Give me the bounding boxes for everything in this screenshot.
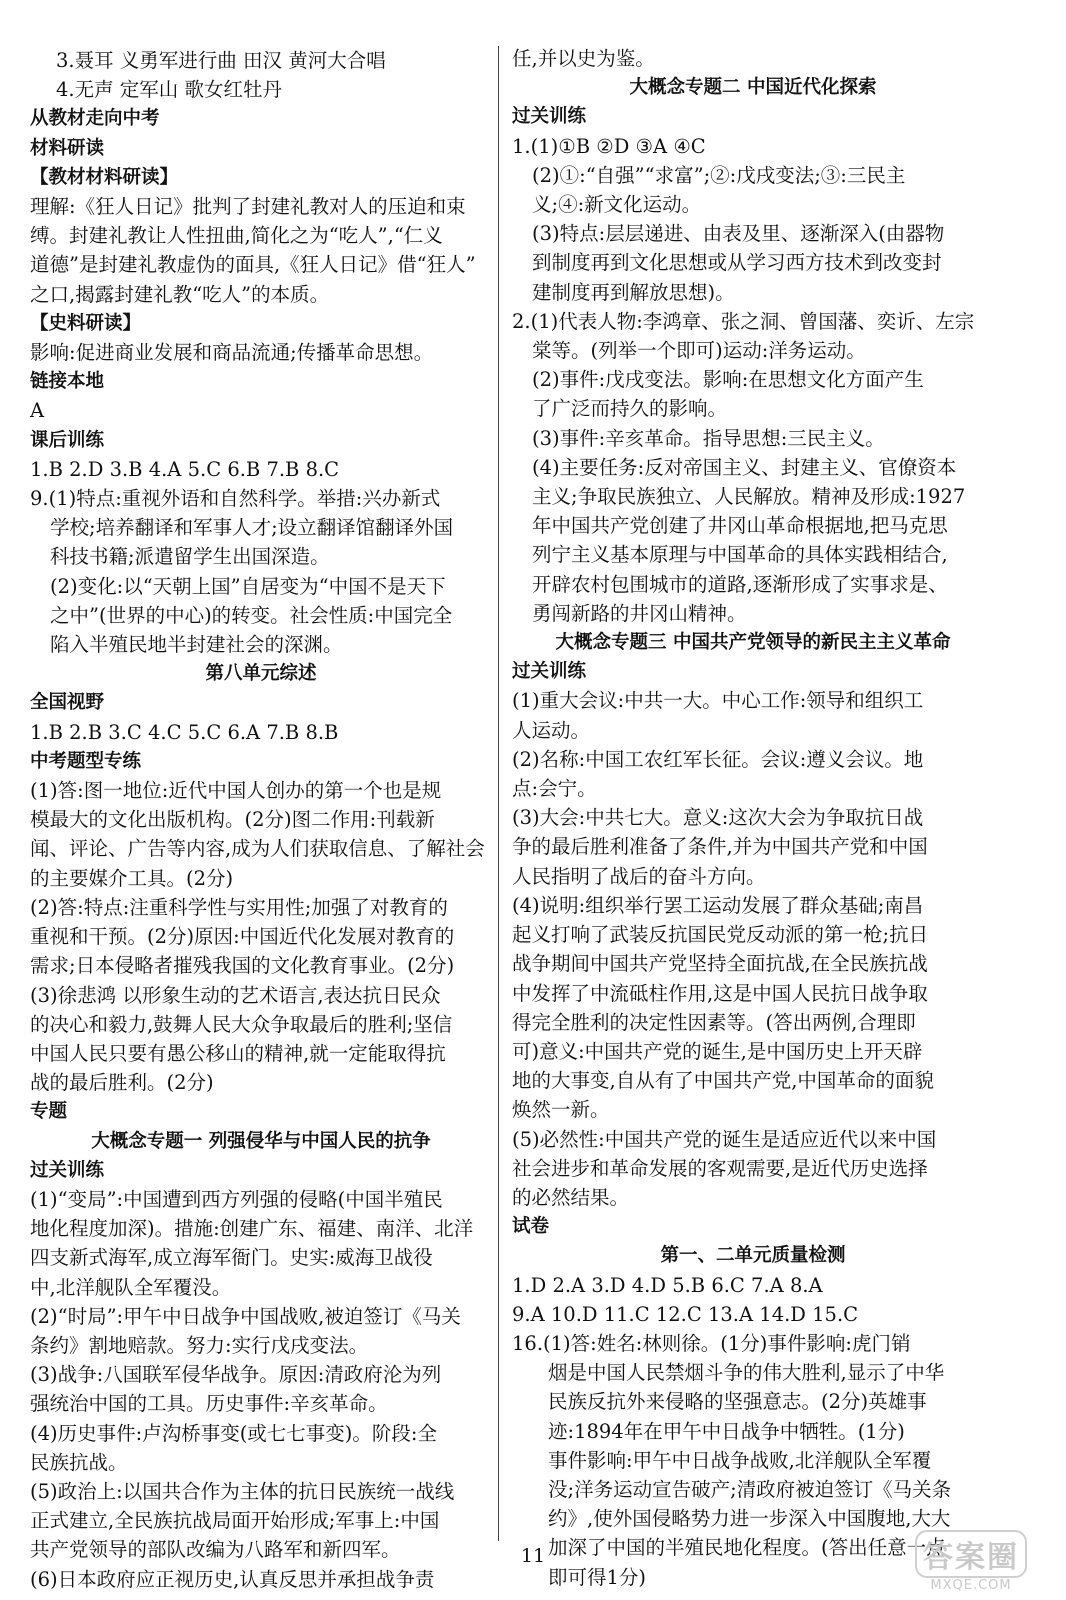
- left-text-line: 第八单元综述: [205, 663, 317, 685]
- right-text-line: 迹:1894年在甲午中日战争中牺牲。(1分): [548, 1419, 905, 1443]
- right-text-line: 地的大事变,自从有了中国共产党,中国革命的面貌: [512, 1069, 934, 1093]
- left-text-line: 全国视野: [30, 692, 105, 714]
- page-number: 11: [520, 1545, 546, 1567]
- right-text-line: 加深了中国的半殖民地化程度。(答出任意一点: [548, 1536, 946, 1560]
- left-text-line: 4.无声 定军山 歌女红牡丹: [56, 78, 283, 102]
- right-text-line: (2)名称:中国工农红军长征。会议:遵义会议。地: [512, 747, 924, 771]
- right-text-line: 过关训练: [512, 106, 587, 128]
- left-text-line: 的决心和毅力,鼓舞人民大众争取最后的胜利;坚信: [30, 1012, 453, 1036]
- watermark-url: MXQE.COM: [930, 1578, 1012, 1593]
- right-text-line: (3)事件:辛亥革命。指导思想:三民主义。: [532, 426, 885, 450]
- left-text-line: 理解:《狂人日记》批判了封建礼教对人的压迫和束: [30, 195, 466, 219]
- left-text-line: 地化程度加深)。措施:创建广东、福建、南洋、北洋: [30, 1217, 474, 1241]
- right-text-line: 约》,使外国侵略势力进一步深入中国腹地,大大: [548, 1507, 951, 1531]
- left-text-line: 链接本地: [30, 371, 105, 393]
- right-text-line: 大概念专题三 中国共产党领导的新民主主义革命: [555, 632, 951, 654]
- right-text-line: 即可得1分): [548, 1565, 647, 1589]
- left-text-line: (2)变化:以“天朝上国”自居变为“中国不是天下: [50, 574, 446, 598]
- right-text-line: 第一、二单元质量检测: [660, 1245, 846, 1267]
- right-text-line: (3)大会:中共七大。意义:这次大会为争取抗日战: [512, 806, 924, 830]
- left-text-line: 需求;日本侵略者摧残我国的文化教育事业。(2分): [30, 954, 455, 978]
- right-text-line: 到制度再到文化思想或从学习西方技术到改变封: [532, 251, 942, 275]
- left-text-line: 专题: [30, 1101, 68, 1123]
- left-text-line: (1)“变局”:中国遭到西方列强的侵略(中国半殖民: [30, 1187, 443, 1211]
- left-text-line: 模最大的文化出版机构。(2分)图二作用:刊载新: [30, 808, 435, 832]
- left-text-line: 重视和干预。(2分)原因:中国近代化发展对教育的: [30, 925, 455, 949]
- left-text-line: (2)“时局”:甲午中日战争中国战败,被迫签订《马关: [30, 1304, 461, 1328]
- right-text-line: 年中国共产党创建了井冈山革命根据地,把马克思: [532, 514, 948, 538]
- right-text-line: 主义;争取民族独立、人民解放。精神及形成:1927: [532, 485, 966, 509]
- left-text-line: 四支新式海军,成立海军衙门。史实:威海卫战役: [30, 1246, 433, 1270]
- watermark-text: 答案圈: [915, 1530, 1027, 1578]
- left-text-line: 【史料研读】: [30, 312, 142, 334]
- left-text-line: (1)答:图一地位:近代中国人创办的第一个也是规: [30, 779, 442, 803]
- left-text-line: (5)政治上:以国共合作为主体的抗日民族统一战线: [30, 1479, 455, 1503]
- right-text-line: 9.A 10.D 11.C 12.C 13.A 14.D 15.C: [512, 1302, 859, 1326]
- right-text-line: 大概念专题二 中国近代化探索: [629, 77, 877, 99]
- right-text-line: 事件影响:甲午中日战争战败,北洋舰队全军覆: [548, 1448, 932, 1472]
- right-text-line: 点:会宁。: [512, 777, 597, 801]
- left-text-line: 1.B 2.D 3.B 4.A 5.C 6.B 7.B 8.C: [30, 457, 340, 481]
- left-text-line: 的主要媒介工具。(2分): [30, 866, 234, 890]
- left-text-line: 强统治中国的工具。历史事件:辛亥革命。: [30, 1392, 388, 1416]
- right-text-line: 16.(1)答:姓名:林则徐。(1分)事件影响:虎门销: [512, 1331, 911, 1355]
- left-text-line: 【教材材料研读】: [30, 166, 179, 188]
- right-text-line: 棠等。(列举一个即可)运动:洋务运动。: [532, 339, 866, 363]
- right-text-line: 烟是中国人民禁烟斗争的伟大胜利,显示了中华: [548, 1361, 945, 1385]
- left-text-line: 1.B 2.B 3.C 4.C 5.C 6.A 7.B 8.B: [30, 720, 339, 744]
- right-text-line: 试卷: [512, 1216, 550, 1238]
- left-text-line: 闻、评论、广告等内容,成为人们获取信息、了解社会: [30, 837, 485, 861]
- right-text-line: (1)重大会议:中共一大。中心工作:领导和组织工: [512, 689, 924, 713]
- left-text-line: 陷入半殖民地半封建社会的深渊。: [50, 633, 343, 657]
- right-text-line: 社会进步和革命发展的客观需要,是近代历史选择: [512, 1156, 928, 1180]
- right-column: [512, 44, 994, 1592]
- right-text-line: 民族反抗外来侵略的坚强意志。(2分)英雄事: [548, 1390, 927, 1414]
- left-text-line: 民族抗战。: [30, 1450, 128, 1474]
- right-text-line: 的必然结果。: [512, 1185, 630, 1209]
- right-text-line: 1.D 2.A 3.D 4.D 5.B 6.C 7.A 8.A: [512, 1273, 823, 1297]
- right-text-line: 战争期间中国共产党坚持全面抗战,在全民族抗战: [512, 952, 928, 976]
- right-text-line: 人民指明了战后的奋斗方向。: [512, 864, 766, 888]
- left-text-line: A: [30, 399, 45, 423]
- left-text-line: (2)答:特点:注重科学性与实用性;加强了对教育的: [30, 895, 448, 919]
- left-text-line: 9.(1)特点:重视外语和自然科学。举措:兴办新式: [30, 487, 441, 511]
- right-text-line: 没;洋务运动宣告破产;清政府被迫签订《马关条: [548, 1477, 952, 1501]
- left-text-line: 道德”是封建礼教虚伪的面具,《狂人日记》借“狂人”: [30, 253, 476, 277]
- left-text-line: 中国人民只要有愚公移山的精神,就一定能取得抗: [30, 1041, 446, 1065]
- left-text-line: 科技书籍;派遣留学生出国深造。: [50, 545, 330, 569]
- left-text-line: 中,北洋舰队全军覆没。: [30, 1275, 232, 1299]
- left-text-line: 从教材走向中考: [30, 108, 160, 130]
- right-text-line: (2)事件:戊戌变法。影响:在思想文化方面产生: [532, 368, 924, 392]
- left-text-line: 正式建立,全民族抗战局面开始形成;军事上:中国: [30, 1509, 440, 1533]
- right-text-line: (2)①:“自强”“求富”;②:戊戌变法;③:三民主: [532, 163, 906, 187]
- left-text-line: 大概念专题一 列强侵华与中国人民的抗争: [91, 1130, 431, 1152]
- column-divider: [498, 46, 499, 1541]
- left-text-line: 之中”(世界的中心)的转变。社会性质:中国完全: [50, 603, 453, 627]
- right-text-line: 争的最后胜利准备了条件,并为中国共产党和中国: [512, 835, 928, 859]
- left-text-line: 影响:促进商业发展和商品流通;传播革命思想。: [30, 341, 434, 365]
- left-text-line: 条约》割地赔款。努力:实行戊戌变法。: [30, 1333, 369, 1357]
- left-text-line: (6)日本政府应正视历史,认真反思并承担战争责: [30, 1567, 435, 1591]
- left-text-line: (3)战争:八国联军侵华战争。原因:清政府沦为列: [30, 1363, 442, 1387]
- left-text-line: 学校;培养翻译和军事人才;设立翻译馆翻译外国: [50, 516, 454, 540]
- left-text-line: 3.聂耳 义勇军进行曲 田汉 黄河大合唱: [56, 49, 386, 72]
- left-text-line: 战的最后胜利。(2分): [30, 1071, 214, 1095]
- right-text-line: 过关训练: [512, 661, 587, 683]
- left-text-line: 缚。封建礼教让人性扭曲,简化之为“吃人”,“仁义: [30, 224, 443, 248]
- right-text-line: 任,并以史为鉴。: [512, 47, 655, 70]
- right-text-line: 焕然一新。: [512, 1098, 610, 1122]
- right-text-line: 人运动。: [512, 718, 591, 742]
- right-text-line: 开辟农村包围城市的道路,逐渐形成了实事求是、: [532, 572, 948, 596]
- right-text-line: 勇闯新路的井冈山精神。: [532, 601, 747, 625]
- left-text-line: 过关训练: [30, 1159, 105, 1181]
- left-text-line: 共产党领导的部队改编为八路军和新四军。: [30, 1538, 401, 1562]
- left-text-line: 材料研读: [30, 137, 105, 159]
- left-text-line: (4)历史事件:卢沟桥事变(或七七事变)。阶段:全: [30, 1421, 437, 1445]
- right-text-line: 了广泛而持久的影响。: [532, 397, 728, 421]
- right-text-line: 中发挥了中流砥柱作用,这是中国人民抗日战争取: [512, 981, 928, 1005]
- right-text-line: 建制度再到解放思想)。: [532, 280, 735, 304]
- right-text-line: 义;④:新文化运动。: [532, 193, 702, 217]
- watermark-logo: [896, 1530, 1046, 1593]
- right-text-line: 起义打响了武装反抗国民党反动派的第一枪;抗日: [512, 923, 929, 947]
- left-text-line: 中考题型专练: [30, 750, 142, 772]
- right-text-line: 得完全胜利的决定性因素等。(答出两例,合理即: [512, 1010, 916, 1034]
- left-text-line: 之口,揭露封建礼教“吃人”的本质。: [30, 282, 330, 306]
- left-text-line: 课后训练: [30, 429, 105, 451]
- right-text-line: (4)主要任务:反对帝国主义、封建主义、官僚资本: [532, 455, 957, 479]
- right-text-line: 可)意义:中国共产党的诞生,是中国历史上开天辟: [512, 1039, 923, 1063]
- right-text-line: 2.(1)代表人物:李鸿章、张之洞、曾国藩、奕䜣、左宗: [512, 309, 975, 333]
- left-text-line: (3)徐悲鸿 以形象生动的艺术语言,表达抗日民众: [30, 983, 441, 1007]
- right-text-line: (5)必然性:中国共产党的诞生是适应近代以来中国: [512, 1127, 937, 1151]
- right-text-line: 1.(1)①B ②D ③A ④C: [512, 134, 706, 158]
- right-text-line: (3)特点:层层递进、由表及里、逐渐深入(由器物: [532, 222, 945, 246]
- right-text-line: (4)说明:组织举行罢工运动发展了群众基础;南昌: [512, 893, 924, 917]
- right-text-line: 列宁主义基本原理与中国革命的具体实践相结合,: [532, 543, 948, 567]
- left-column: [30, 46, 492, 1594]
